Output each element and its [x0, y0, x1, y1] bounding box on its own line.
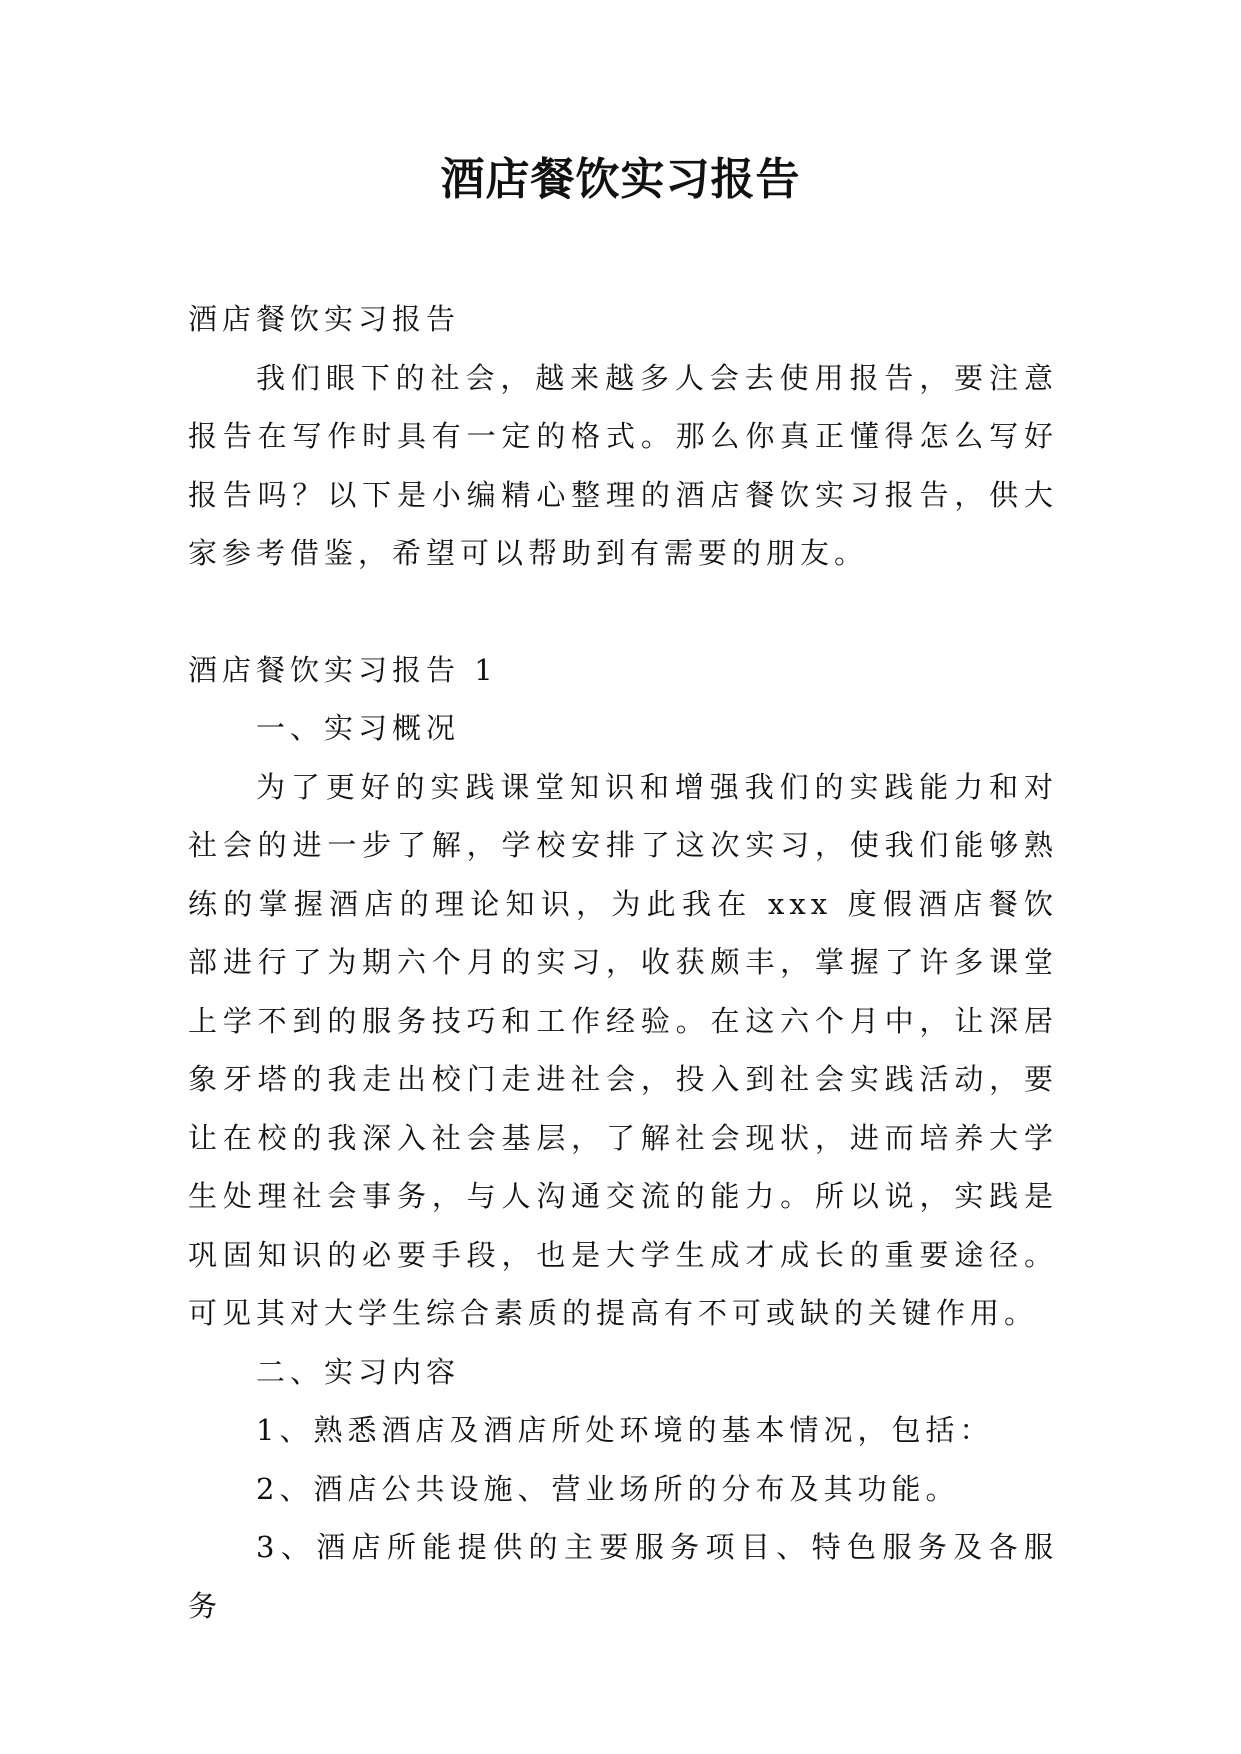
- subtitle: 酒店餐饮实习报告: [188, 302, 461, 336]
- intro-paragraph: 我们眼下的社会，越来越多人会去使用报告，要注意报告在写作时具有一定的格式。那么你真正懂得怎么写好报告吗？以下是小编精心整理的酒店餐饮实习报告，供大家参考借鉴，希望可以帮助到有需要的朋友。: [188, 360, 1058, 570]
- spacer: [188, 583, 1058, 641]
- list-item: 3、酒店所能提供的主要服务项目、特色服务及各服务: [188, 1530, 1058, 1623]
- list-item: 2、酒店公共设施、营业场所的分布及其功能。: [256, 1471, 960, 1506]
- part2-heading: 二、实习内容: [256, 1354, 461, 1389]
- section-heading: 酒店餐饮实习报告 1: [188, 652, 498, 687]
- part1-heading: 一、实习概况: [256, 711, 461, 745]
- document-body: [188, 290, 1058, 1635]
- document-title: 酒店餐饮实习报告: [440, 154, 801, 205]
- list-item: 1、熟悉酒店及酒店所处环境的基本情况，包括：: [256, 1413, 994, 1447]
- part1-paragraph: 为了更好的实践课堂知识和增强我们的实践能力和对社会的进一步了解，学校安排了这次实习，使我们能够熟练的掌握酒店的理论知识，为此我在 xxx 度假酒店餐饮部进行了为期六个月的实习，收获颇丰，掌握了许多课堂上学不到的服务技巧和工作经验。在这六个月中，让深居象牙塔的我走出校门走进社会，投入到社会实践活动，要让在校的我深入社会基层，了解社会现状，进而培养大学生处理社会事务，与人沟通交流的能力。所以说，实践是巩固知识的必要手段，也是大学生成才成长的重要途径。可见其对大学生综合素质的提高有不可或缺的关键作用。: [188, 769, 1058, 1330]
